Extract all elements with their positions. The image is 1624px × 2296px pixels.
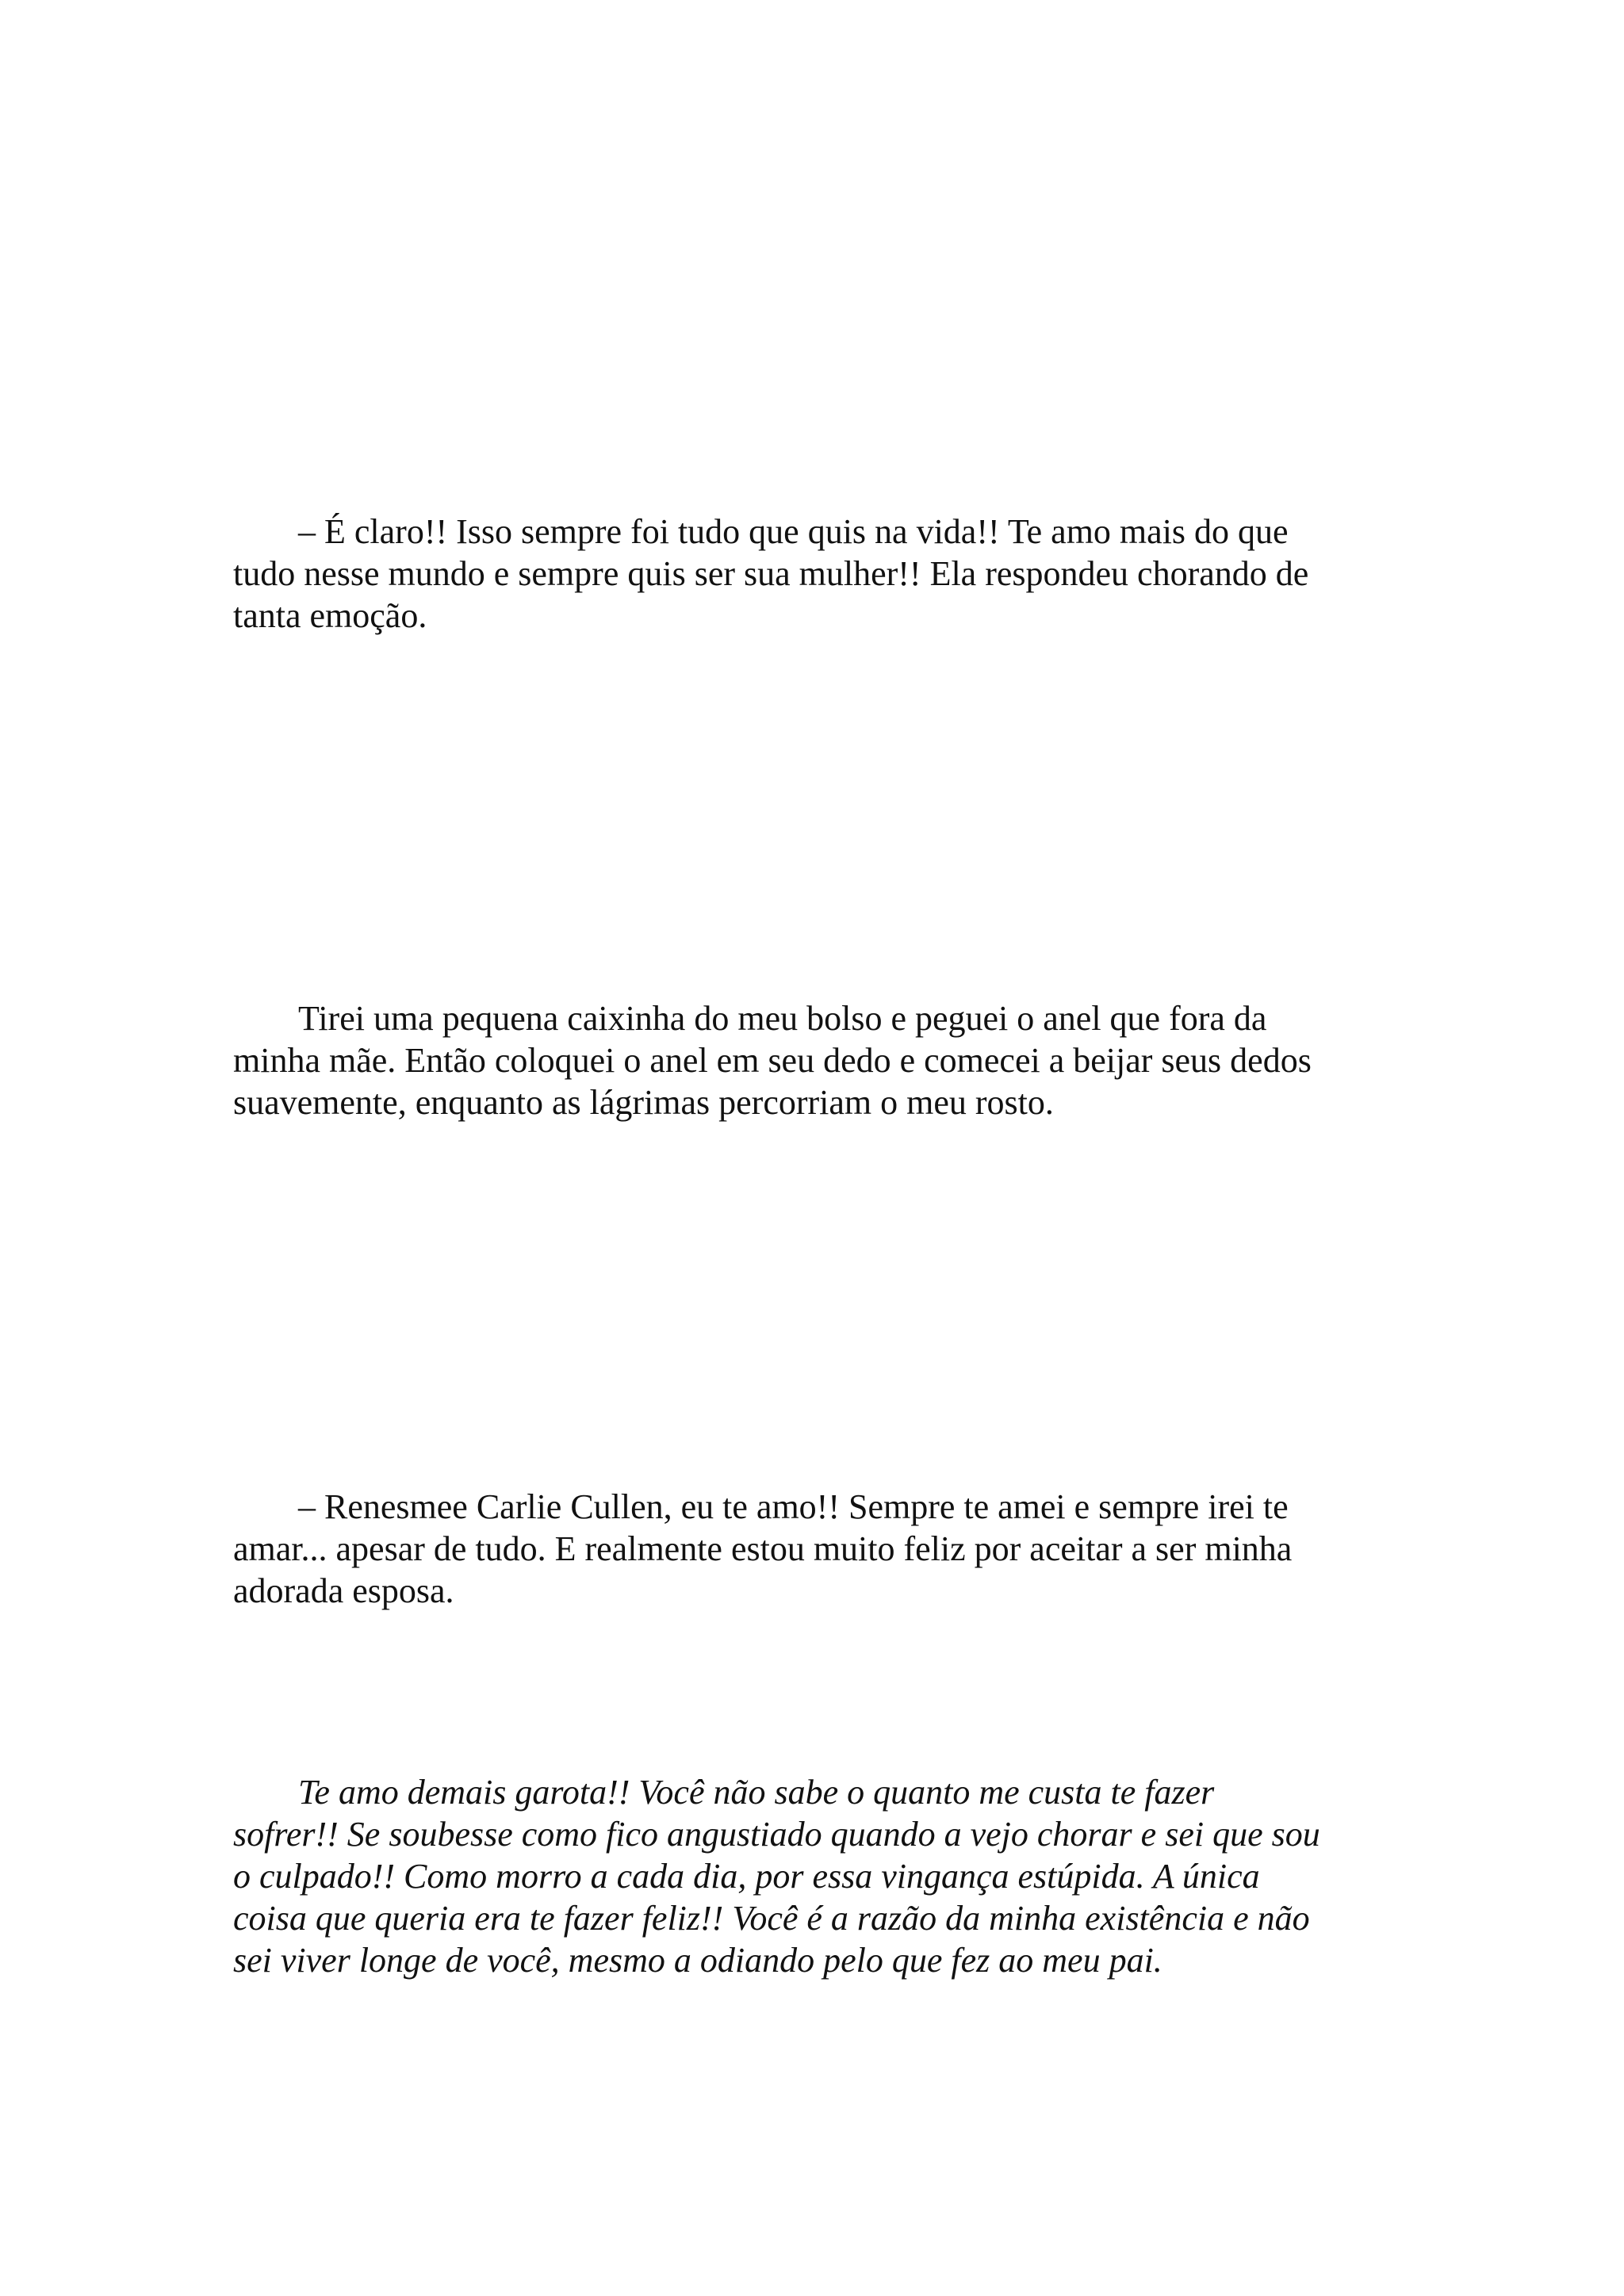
paragraph-line: coisa que queria era te fazer feliz!! Você é a razão da minha existência e não bbox=[233, 1899, 1310, 1938]
paragraph-2 bbox=[233, 997, 1399, 1123]
paragraph-4-italic-thought bbox=[233, 1771, 1399, 1981]
paragraph-line: Te amo demais garota!! Você não sabe o quanto me custa te fazer bbox=[298, 1773, 1215, 1812]
paragraph-line: – É claro!! Isso sempre foi tudo que quis na vida!! Te amo mais do que bbox=[298, 512, 1289, 551]
paragraph-line: sofrer!! Se soubesse como fico angustiado quando a vejo chorar e sei que sou bbox=[233, 1815, 1320, 1854]
paragraph-line: Tirei uma pequena caixinha do meu bolso e peguei o anel que fora da bbox=[298, 999, 1267, 1038]
paragraph-line: sei viver longe de você, mesmo a odiando pelo que fez ao meu pai. bbox=[233, 1941, 1162, 1980]
paragraph-1 bbox=[233, 511, 1399, 637]
paragraph-line: suavemente, enquanto as lágrimas percorriam o meu rosto. bbox=[233, 1083, 1054, 1122]
paragraph-line: tudo nesse mundo e sempre quis ser sua mulher!! Ela respondeu chorando de bbox=[233, 554, 1309, 593]
paragraph-line: minha mãe. Então coloquei o anel em seu dedo e comecei a beijar seus dedos bbox=[233, 1041, 1312, 1080]
paragraph-line: tanta emoção. bbox=[233, 596, 427, 635]
paragraph-line: – Renesmee Carlie Cullen, eu te amo!! Sempre te amei e sempre irei te bbox=[298, 1487, 1289, 1526]
paragraph-line: amar... apesar de tudo. E realmente estou muito feliz por aceitar a ser minha bbox=[233, 1529, 1293, 1568]
paragraph-line: o culpado!! Como morro a cada dia, por essa vingança estúpida. A única bbox=[233, 1857, 1260, 1896]
paragraph-line: adorada esposa. bbox=[233, 1571, 454, 1610]
paragraph-3 bbox=[233, 1486, 1399, 1612]
